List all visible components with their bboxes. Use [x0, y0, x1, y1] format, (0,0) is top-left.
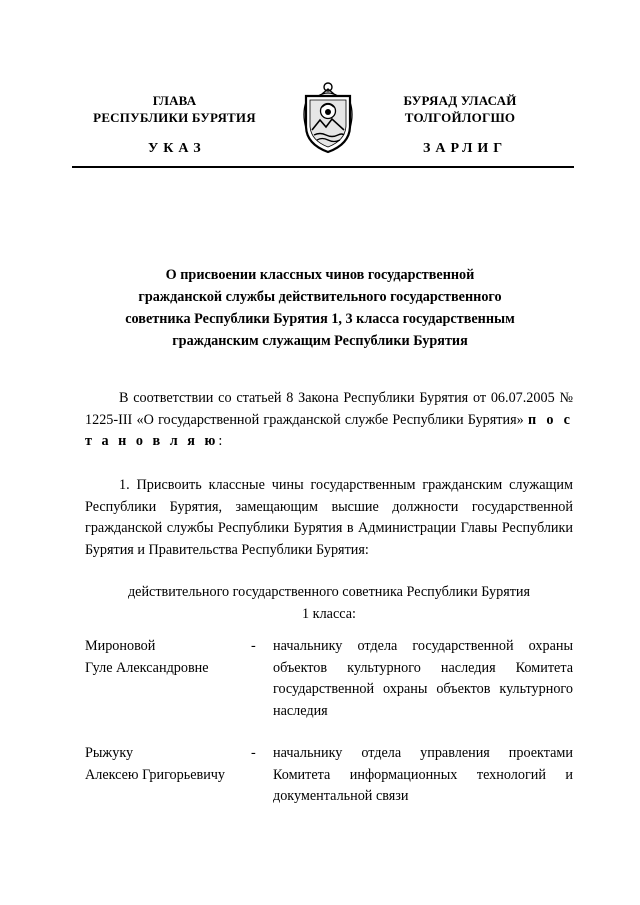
- person-surname: Рыжуку: [85, 745, 134, 761]
- header-left: [82, 92, 267, 126]
- header-right-subtitle: ТОЛГОЙЛОГШО: [404, 110, 516, 125]
- person-surname: Мироновой: [85, 638, 156, 654]
- person-given-names: Алексею Григорьевичу: [85, 766, 226, 783]
- item-1-paragraph: 1. Присвоить классные чины государственным гражданским служащим Республики Бурятия, замещающим высшие должности государственной гражданской службы Республики Бурятия в Администрации Главы Республики Бурятия и Правительства Республики Бурятия:: [85, 477, 573, 558]
- header-right-title: БУРЯАД УЛАСАЙ: [403, 93, 517, 108]
- header-right: [375, 92, 545, 126]
- header-left-title: ГЛАВА: [152, 93, 197, 108]
- title-line: О присвоении классных чинов государственной: [165, 267, 475, 283]
- person-given-names: Гуле Александровне: [85, 659, 209, 676]
- person-dash: -: [251, 638, 256, 654]
- person-name: [85, 743, 250, 786]
- rank-line: действительного государственного советника Республики Бурятия: [127, 584, 531, 600]
- title-line: гражданским служащим Республики Бурятия: [172, 333, 468, 349]
- decree-label-right: ЗАРЛИГ: [423, 141, 508, 156]
- title-line: советника Республики Бурятия 1, 3 класса государственным: [125, 311, 515, 327]
- header-divider: [72, 166, 574, 168]
- person-dash: -: [251, 745, 256, 761]
- rank-line: 1 класса:: [302, 606, 356, 622]
- intro-colon: :: [218, 433, 223, 449]
- person-position: начальнику отдела государственной охраны объектов культурного наследия Комитета государственной охраны объектов культурного наследия: [273, 638, 573, 719]
- intro-paragraph: [85, 388, 573, 453]
- decree-label-left: УКАЗ: [148, 141, 206, 156]
- resolve-word: п о с т а н о в л я ю: [85, 411, 573, 449]
- person-position: начальнику отдела управления проектами Комитета информационных технологий и документальной связи: [273, 745, 573, 804]
- coat-of-arms-icon: [300, 80, 356, 156]
- rank-heading: [85, 581, 573, 625]
- document-title: [100, 264, 540, 352]
- header-left-subtitle: РЕСПУБЛИКИ БУРЯТИЯ: [93, 110, 256, 125]
- person-name: [85, 636, 250, 679]
- intro-text: В соответствии со статьей 8 Закона Республики Бурятия от 06.07.2005 № 1225-III «О государственной гражданской службе Республики Бурятия»: [85, 390, 573, 428]
- title-line: гражданской службы действительного государственного: [138, 289, 502, 305]
